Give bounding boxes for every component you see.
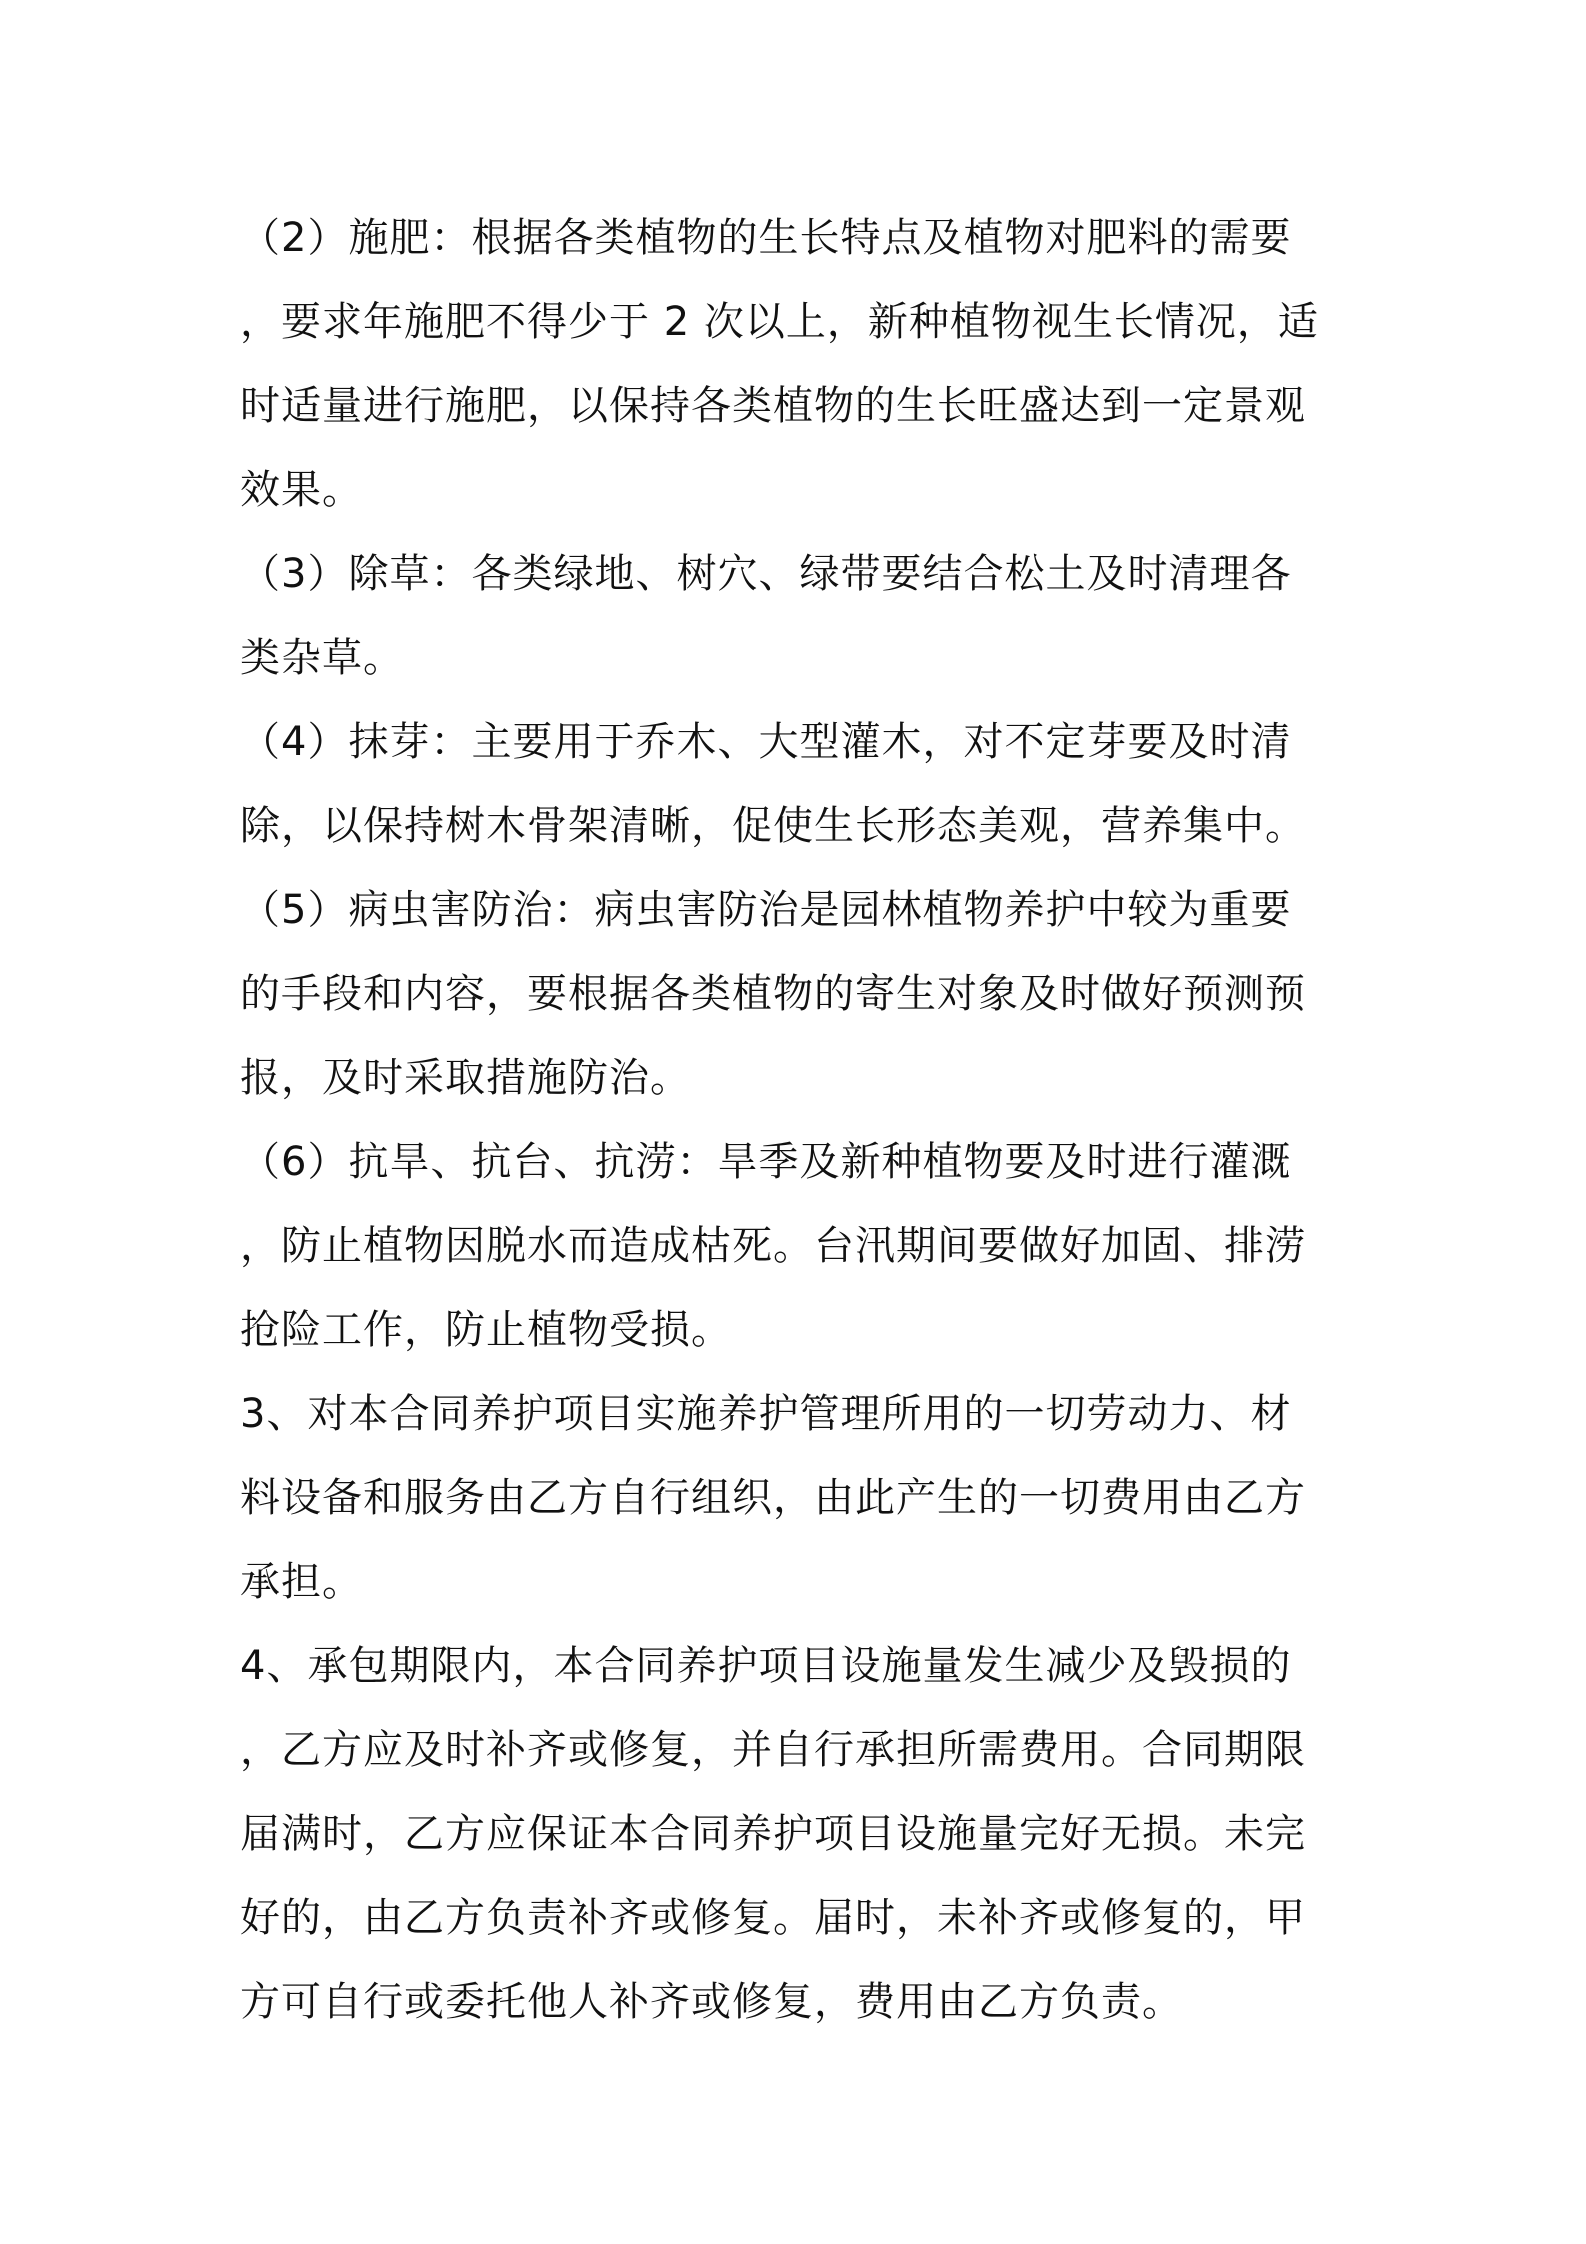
text-line: ，要求年施肥不得少于 2 次以上，新种植物视生长情况，适 (240, 299, 1319, 345)
text-line: 的手段和内容，要根据各类植物的寄生对象及时做好预测预 (240, 971, 1306, 1017)
text-line: （4）抹芽：主要用于乔木、大型灌木，对不定芽要及时清 (240, 719, 1292, 765)
paragraph-weeding (240, 532, 1360, 700)
text-line: 除，以保持树木骨架清晰，促使生长形态美观，营养集中。 (240, 803, 1306, 849)
paragraph-fertilizing (240, 196, 1360, 532)
text-line: ，乙方应及时补齐或修复，并自行承担所需费用。合同期限 (240, 1727, 1306, 1773)
paragraph-pest-control (240, 868, 1360, 1120)
text-line: 时适量进行施肥，以保持各类植物的生长旺盛达到一定景观 (240, 383, 1306, 429)
text-line: 方可自行或委托他人补齐或修复，费用由乙方负责。 (240, 1979, 1183, 2025)
text-line: （5）病虫害防治：病虫害防治是园林植物养护中较为重要 (240, 887, 1292, 933)
text-line: 料设备和服务由乙方自行组织，由此产生的一切费用由乙方 (240, 1475, 1306, 1521)
paragraph-bud-removal (240, 700, 1360, 868)
document-body (240, 196, 1360, 2044)
text-line: 3、对本合同养护项目实施养护管理所用的一切劳动力、材 (240, 1391, 1292, 1437)
text-line: 报，及时采取措施防治。 (240, 1055, 691, 1101)
text-line: 届满时，乙方应保证本合同养护项目设施量完好无损。未完 (240, 1811, 1306, 1857)
text-line: （3）除草：各类绿地、树穴、绿带要结合松土及时清理各 (240, 551, 1292, 597)
text-line: （2）施肥：根据各类植物的生长特点及植物对肥料的需要 (240, 215, 1292, 261)
text-line: 承担。 (240, 1559, 363, 1605)
text-line: 4、承包期限内，本合同养护项目设施量发生减少及毁损的 (240, 1643, 1292, 1689)
text-line: ，防止植物因脱水而造成枯死。台汛期间要做好加固、排涝 (240, 1223, 1306, 1269)
text-line: 好的，由乙方负责补齐或修复。届时，未补齐或修复的，甲 (240, 1895, 1306, 1941)
text-line: 类杂草。 (240, 635, 404, 681)
text-line: 抢险工作，防止植物受损。 (240, 1307, 732, 1353)
paragraph-clause-3 (240, 1372, 1360, 1624)
text-line: （6）抗旱、抗台、抗涝：旱季及新种植物要及时进行灌溉 (240, 1139, 1292, 1185)
text-line: 效果。 (240, 467, 363, 513)
paragraph-disaster-resistance (240, 1120, 1360, 1372)
paragraph-clause-4 (240, 1624, 1360, 2044)
